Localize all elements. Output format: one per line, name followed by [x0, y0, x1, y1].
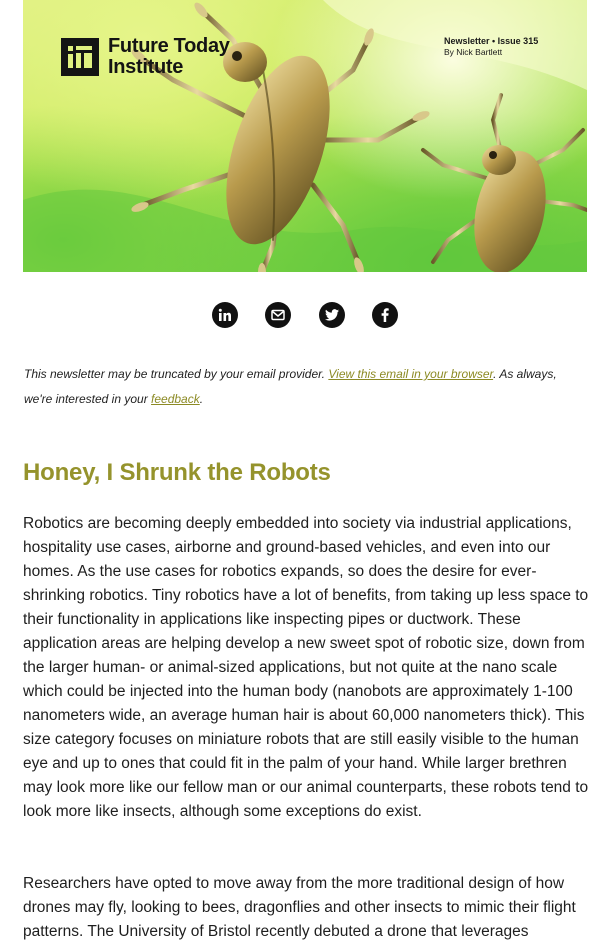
issue-info	[444, 35, 538, 58]
issue-number: Newsletter • Issue 315	[444, 36, 539, 46]
facebook-icon[interactable]	[372, 302, 398, 328]
brand-line-1: Future Today	[108, 35, 230, 57]
twitter-icon[interactable]	[319, 302, 345, 328]
article-headline: Honey, I Shrunk the Robots	[23, 459, 331, 486]
notice-text-end: .	[199, 392, 204, 406]
feedback-link[interactable]: feedback	[151, 392, 200, 406]
view-in-browser-link[interactable]: View this email in your browser	[328, 367, 494, 381]
truncation-notice	[24, 362, 584, 412]
notice-text-middle: . As always, we're interested in your	[24, 367, 557, 406]
hero-banner	[23, 0, 587, 272]
logo-mark-icon	[61, 38, 99, 76]
notice-text-start: This newsletter may be truncated by your email provider.	[24, 367, 329, 381]
brand-logo[interactable]	[61, 36, 230, 78]
article-paragraph-2: Researchers have opted to move away from the more traditional design of how drones may fly, looking to bees, dragonflies and other insects to mimic their flight patterns. The University of Bristol recently debuted a drone that leverages	[23, 875, 576, 940]
article-paragraph-1: Robotics are becoming deeply embedded into society via industrial applications, hospitality use cases, airborne and ground-based vehicles, and even into our homes. As the use cases for robotics expands, so does the desire for ever-shrinking robotics. Tiny robotics have a lot of benefits, from taking up less space to their functionality in applications like inspecting pipes or ductwork. These application areas are helping develop a new sweet spot of robotic size, down from the larger human- or animal-sized applications, but not quite at the nano scale which could be injected into the human body (nanobots are approximately 1-100 nanometers wide, an average human hair is about 60,000 nanometers thick). This size category focuses on miniature robots that are still easily visible to the human eye and up to ones that could fit in the palm of your hand. While larger brethren may look more like our fellow man or our animal counterparts, these robots tend to look more like insects, although some exceptions do exist.	[23, 515, 589, 820]
email-icon[interactable]	[265, 302, 291, 328]
social-share-row	[212, 302, 398, 329]
brand-name	[108, 36, 230, 78]
author-byline: By Nick Bartlett	[444, 47, 503, 57]
linkedin-icon[interactable]	[212, 302, 238, 328]
brand-line-2: Institute	[108, 56, 184, 78]
